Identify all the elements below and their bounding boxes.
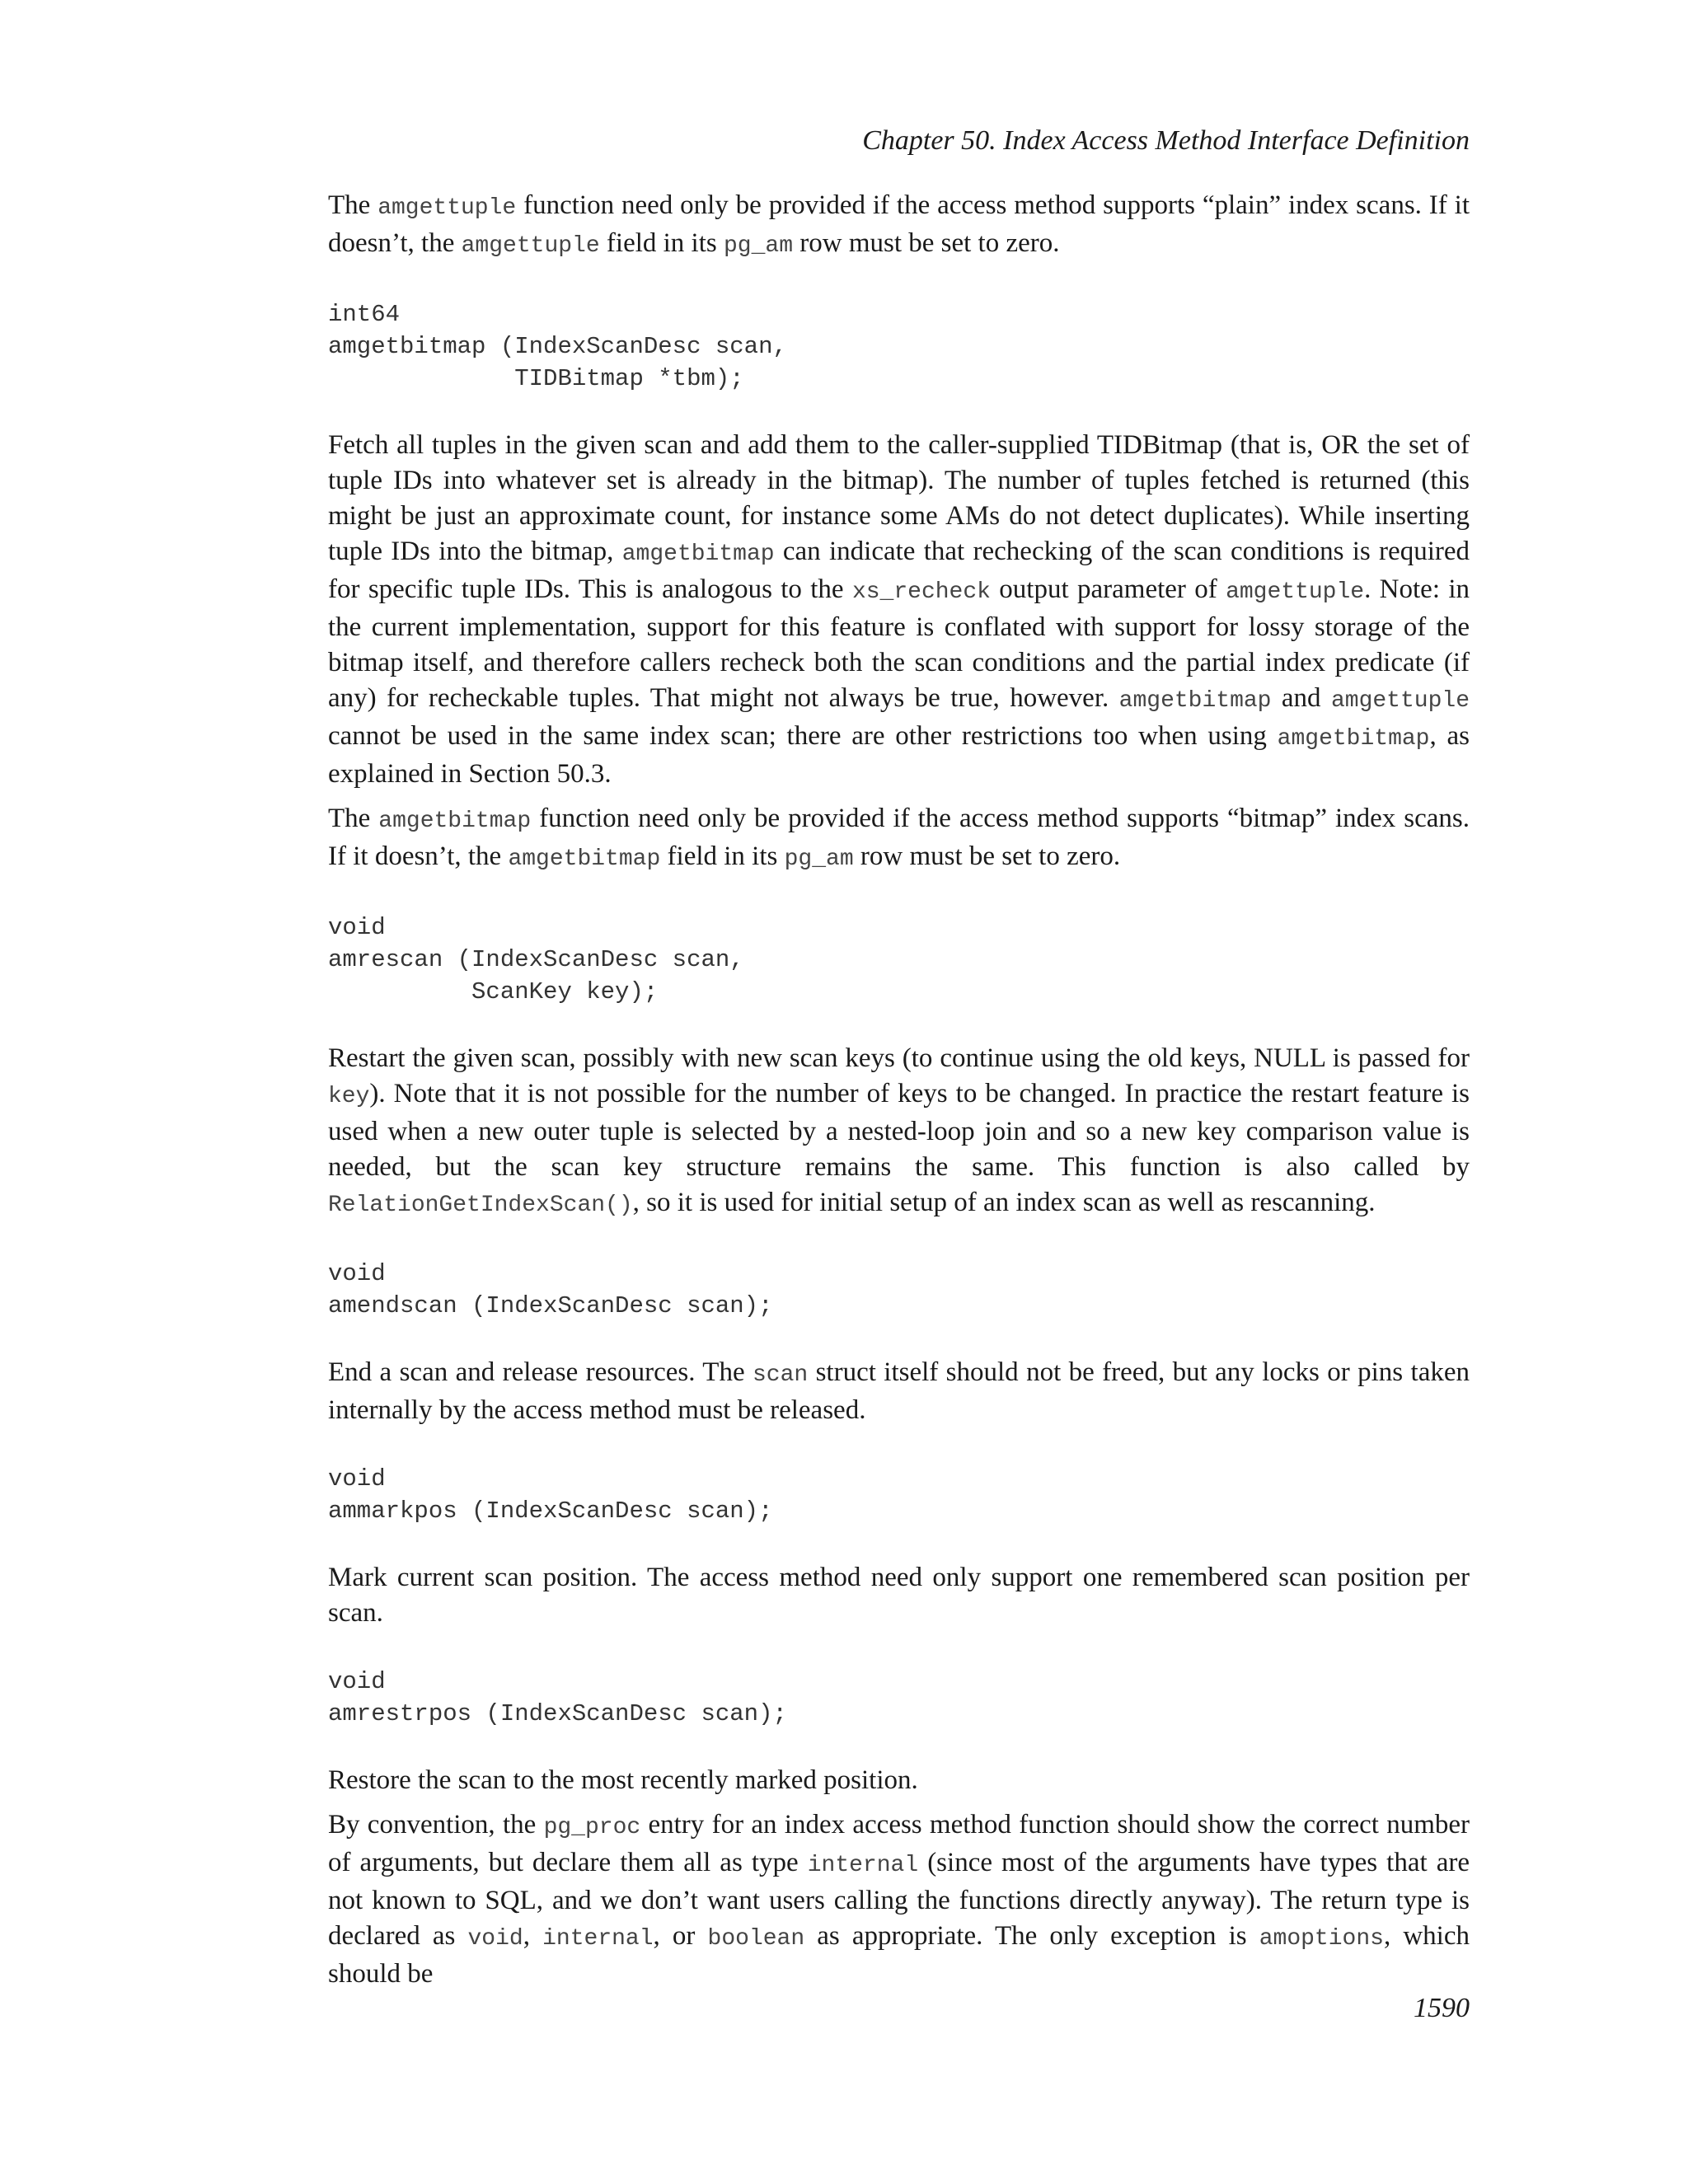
paragraph-amgetbitmap-note: The amgetbitmap function need only be provided if the access method supports “bitmap” index scans. If it doesn’t, the amgetbitmap field in its pg_am row must be set to zero.	[328, 804, 1470, 872]
code-term: amgetbitmap	[508, 846, 661, 872]
code-term: xs_recheck	[851, 579, 991, 605]
paragraph-amrestrpos-description: Restore the scan to the most recently marked position.	[328, 1765, 918, 1795]
code-term: pg_am	[784, 846, 854, 872]
code-term: amgettuple	[1226, 579, 1365, 605]
page-body	[328, 188, 1470, 2001]
code-block-amrestrpos: void amrestrpos (IndexScanDesc scan);	[328, 1668, 787, 1727]
page-number: 1590	[1414, 1993, 1470, 2023]
code-term: pg_am	[723, 233, 793, 259]
paragraph-amendscan-description: End a scan and release resources. The scan struct itself should not be freed, but any locks or pins taken internally by the access method must be released.	[328, 1357, 1470, 1425]
paragraph-amrescan-description: Restart the given scan, possibly with new scan keys (to continue using the old keys, NULL is passed for key). Note that it is not possible for the number of keys to be changed. In practice the restart feature is used when a new outer tuple is selected by a nested-loop join and so a new key comparison value is needed, but the scan key structure remains the same. This function is also called by RelationGetIndexScan(), so it is used for initial setup of an index scan as well as rescanning.	[328, 1043, 1470, 1218]
code-term: amgettuple	[377, 195, 517, 221]
code-term: scan	[752, 1362, 809, 1388]
code-block-amrescan: void amrescan (IndexScanDesc scan, ScanKey key);	[328, 914, 744, 1005]
chapter-header: Chapter 50. Index Access Method Interface Definition	[862, 125, 1470, 156]
code-term: amgetbitmap	[378, 808, 532, 834]
code-term: boolean	[707, 1926, 805, 1952]
code-term: void	[467, 1926, 523, 1952]
code-block-ammarkpos: void ammarkpos (IndexScanDesc scan);	[328, 1465, 773, 1525]
code-term: RelationGetIndexScan()	[328, 1193, 633, 1218]
code-block-amgetbitmap: int64 amgetbitmap (IndexScanDesc scan, TIDBitmap *tbm);	[328, 301, 787, 392]
code-term: amgettuple	[461, 233, 600, 259]
code-term: amgetbitmap	[1118, 688, 1272, 714]
paragraph-pg-proc-convention: By convention, the pg_proc entry for an index access method function should show the correct number of arguments, but declare them all as type internal (since most of the arguments have types that are not known to SQL, and we don’t want users calling the functions directly anyway). The return type is declared as void, internal, or boolean as appropriate. The only exception is amoptions, which should be	[328, 1810, 1470, 1989]
code-term: amgetbitmap	[621, 541, 775, 567]
code-term: internal	[807, 1853, 919, 1878]
code-term: pg_proc	[543, 1815, 641, 1840]
paragraph-ammarkpos-description: Mark current scan position. The access method need only support one remembered scan position per scan.	[328, 1563, 1470, 1628]
code-term: amgetbitmap	[1277, 726, 1430, 752]
paragraph-amgetbitmap-description: Fetch all tuples in the given scan and add them to the caller-supplied TIDBitmap (that is, OR the set of tuple IDs into whatever set is already in the bitmap). The number of tuples fetched is returned (this might be just an approximate count, for instance some AMs do not detect duplicates). While inserting tuple IDs into the bitmap, amgetbitmap can indicate that rechecking of the scan conditions is required for specific tuple IDs. This is analogous to the xs_recheck output parameter of amgettuple. Note: in the current implementation, support for this feature is conflated with support for lossy storage of the bitmap itself, and therefore callers recheck both the scan conditions and the partial index predicate (if any) for recheckable tuples. That might not always be true, however. amgetbitmap and amgettuple cannot be used in the same index scan; there are other restrictions too when using amgetbitmap, as explained in Section 50.3.	[328, 430, 1470, 789]
code-block-amendscan: void amendscan (IndexScanDesc scan);	[328, 1260, 773, 1319]
code-term: amgettuple	[1330, 688, 1470, 714]
paragraph-amgettuple-note: The amgettuple function need only be provided if the access method supports “plain” index scans. If it doesn’t, the amgettuple field in its pg_am row must be set to zero.	[328, 190, 1470, 259]
code-term: key	[328, 1084, 370, 1109]
code-term: internal	[542, 1926, 654, 1952]
code-term: amoptions	[1259, 1926, 1384, 1952]
